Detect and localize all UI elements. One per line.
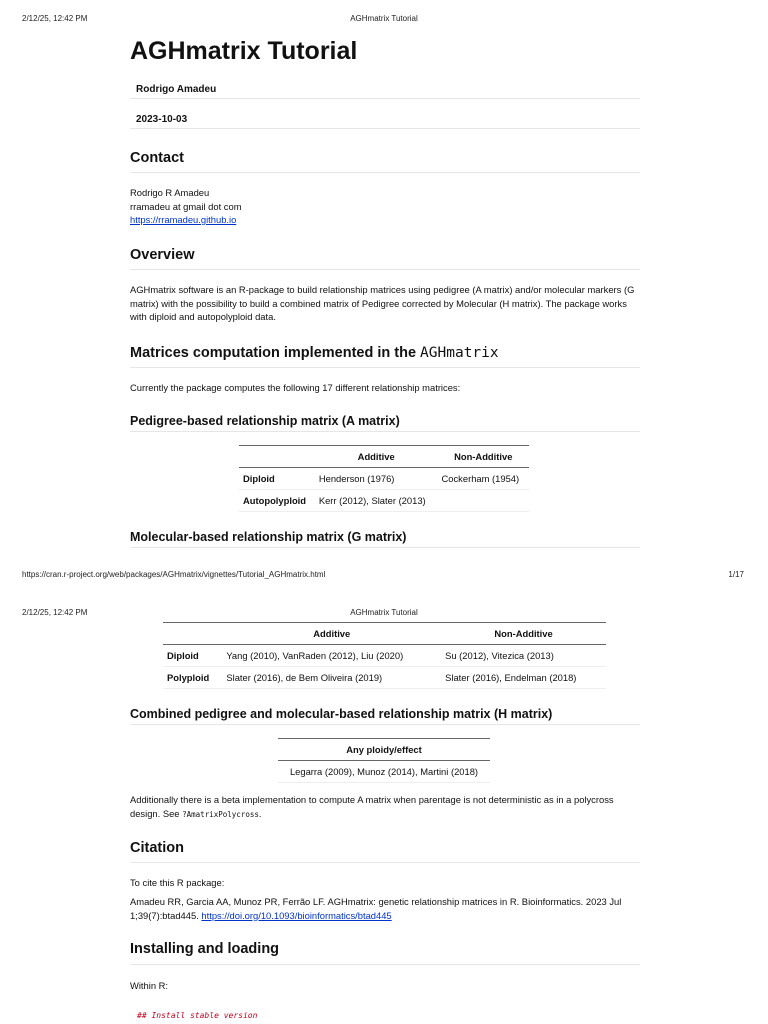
matrices-heading: [130, 345, 640, 361]
contact-name: Rodrigo R Amadeu: [130, 187, 210, 198]
matrices-intro: Currently the package computes the following 17 different relationship matrices:: [130, 382, 461, 393]
table-cell: Legarra (2009), Munoz (2014), Martini (2018): [278, 761, 490, 783]
overview-text: AGHmatrix software is an R-package to build relationship matrices using pedigree (A matrix) and/or molecular markers (G matrix) with the possibility to build a combined matrix of Pedigree corrected by Molecular (H matrix). The package works with diploid and autopolyploid data.: [130, 284, 635, 322]
table-header: Any ploidy/effect: [278, 739, 490, 761]
table-header-row: [278, 739, 490, 761]
divider: [130, 862, 640, 863]
table-row: [278, 761, 490, 783]
table-row: [239, 490, 529, 512]
beta-code: ?AmatrixPolycross: [182, 809, 259, 819]
contact-heading: Contact: [130, 150, 184, 166]
table-header: Non-Additive: [441, 623, 606, 645]
table-cell: Diploid: [163, 645, 222, 667]
matrices-heading-text: Matrices computation implemented in the: [130, 345, 421, 361]
citation-heading: Citation: [130, 840, 184, 856]
table-cell: Slater (2016), Endelman (2018): [441, 667, 606, 689]
header-datetime: 2/12/25, 12:42 PM: [22, 14, 88, 23]
table-cell: Kerr (2012), Slater (2013): [315, 490, 438, 512]
beta-paragraph: [130, 793, 640, 821]
divider: [130, 431, 640, 432]
table-header: Additive: [222, 623, 441, 645]
pedigree-heading: Pedigree-based relationship matrix (A matrix): [130, 414, 400, 428]
table-header: [239, 446, 315, 468]
table-header-row: [239, 446, 529, 468]
page-2: [0, 590, 768, 1024]
table-cell: [438, 490, 530, 512]
divider: [130, 128, 640, 129]
footer-url: https://cran.r-project.org/web/packages/AGHmatrix/vignettes/Tutorial_AGHmatrix.html: [22, 570, 326, 579]
footer-page-number: 1/17: [728, 570, 744, 579]
header-datetime: 2/12/25, 12:42 PM: [22, 608, 88, 617]
table-cell: Diploid: [239, 468, 315, 490]
table-cell: Autopolyploid: [239, 490, 315, 512]
install-intro: Within R:: [130, 980, 169, 991]
pedigree-table: [239, 445, 529, 512]
table-cell: Slater (2016), de Bem Oliveira (2019): [222, 667, 441, 689]
page-title: AGHmatrix Tutorial: [130, 37, 358, 65]
table-header-row: [163, 623, 606, 645]
divider: [130, 98, 640, 99]
combined-heading: Combined pedigree and molecular-based relationship matrix (H matrix): [130, 707, 553, 721]
combined-table: [278, 738, 490, 783]
code-comment: ## Install stable version: [137, 1011, 258, 1020]
table-header: Non-Additive: [438, 446, 530, 468]
table-cell: Polyploid: [163, 667, 222, 689]
table-cell: Cockerham (1954): [438, 468, 530, 490]
divider: [130, 547, 640, 548]
divider: [130, 269, 640, 270]
molecular-heading: Molecular-based relationship matrix (G matrix): [130, 530, 407, 544]
citation-intro: To cite this R package:: [130, 877, 225, 888]
table-cell: Henderson (1976): [315, 468, 438, 490]
author: Rodrigo Amadeu: [136, 84, 217, 95]
beta-tail: .: [258, 807, 262, 819]
table-cell: Su (2012), Vitezica (2013): [441, 645, 606, 667]
citation-paragraph: [130, 895, 640, 922]
header-title: AGHmatrix Tutorial: [350, 608, 418, 617]
install-heading: Installing and loading: [130, 941, 280, 957]
beta-text: Additionally there is a beta implementation to compute A matrix when parentage is not deterministic as in a polycross design. See: [130, 794, 614, 819]
divider: [130, 367, 640, 368]
contact-email: rramadeu at gmail dot com: [130, 200, 242, 212]
matrices-heading-code: AGHmatrix: [420, 345, 499, 361]
divider: [130, 964, 640, 965]
website-link[interactable]: https://rramadeu.github.io: [130, 214, 237, 225]
table-header: [163, 623, 222, 645]
table-header: Additive: [315, 446, 438, 468]
header-title: AGHmatrix Tutorial: [350, 14, 418, 23]
table-cell: Yang (2010), VanRaden (2012), Liu (2020): [222, 645, 441, 667]
table-row: [163, 667, 606, 689]
table-row: [239, 468, 529, 490]
date: 2023-10-03: [136, 114, 188, 125]
overview-heading: Overview: [130, 247, 195, 263]
molecular-table: [163, 622, 606, 689]
table-row: [163, 645, 606, 667]
divider: [130, 172, 640, 173]
doi-link[interactable]: https://doi.org/10.1093/bioinformatics/btad445: [201, 909, 392, 921]
citation-text: Amadeu RR, Garcia AA, Munoz PR, Ferrão LF. AGHmatrix: genetic relationship matrices in R. Bioinformatics. 2023 Jul 1;39(7):btad445.: [130, 896, 622, 921]
divider: [130, 724, 640, 725]
